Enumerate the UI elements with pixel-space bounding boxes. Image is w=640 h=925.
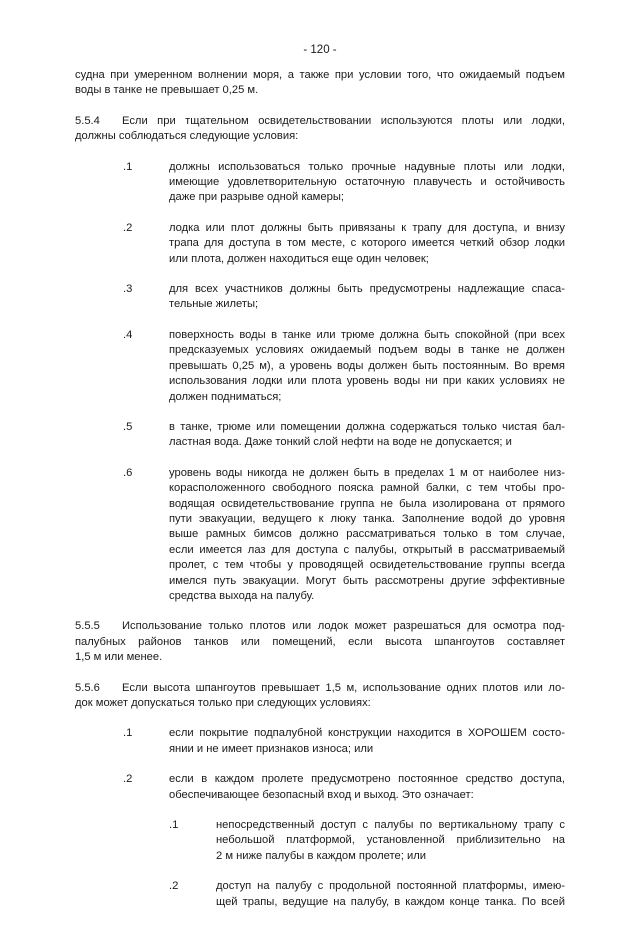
item-number: .1 xyxy=(123,727,133,740)
text-line: обеспечивающее безопасный вход и выход. Это означает: xyxy=(169,788,474,801)
text-line: водящая освидетельствование группа не была изолирована от прямого xyxy=(169,497,565,510)
list-item xyxy=(75,160,565,206)
item-number: .2 xyxy=(123,773,133,786)
item-number: .4 xyxy=(123,328,133,341)
section-5-5-4 xyxy=(75,114,565,145)
text-line: ластная вода. Даже тонкий слой нефти на воде не допускается; и xyxy=(169,436,512,449)
text-line: 2 м ниже палубы в каждом пролете; или xyxy=(216,849,427,862)
list-item xyxy=(75,328,565,405)
text-line: небольшой платформой, установленной приблизительно на xyxy=(216,834,565,847)
sub-list-item xyxy=(75,879,565,910)
text-line: в танке, трюме или помещении должна содержаться только чистая бал- xyxy=(169,420,565,433)
section-number: 5.5.4 xyxy=(75,114,100,127)
text-line: должен подниматься; xyxy=(169,390,282,403)
text-line: судна при умеренном волнении моря, а также при условии того, что ожидаемый подъем xyxy=(75,69,565,81)
text-line: янии и не имеет признаков износа; или xyxy=(169,742,374,755)
text-line: средства выхода на палубу. xyxy=(169,589,315,602)
section-5-5-5 xyxy=(75,619,565,665)
text-line: док может допускаться только при следующих условиях: xyxy=(75,697,371,709)
text-line: если покрытие подпалубной конструкции находится в ХОРОШЕМ состо- xyxy=(169,727,565,740)
text-line: пути эвакуации, ведущего к люку танка. Заполнение водой до уровня xyxy=(169,512,565,525)
text-line: имелся путь эвакуации. Могут быть рассмотрены другие эффективные xyxy=(169,574,565,587)
text-line: пролет, с тем чтобы у проводящей освидетельствование группы всегда xyxy=(169,559,565,572)
text-line: или плота, должен находиться еще один человек; xyxy=(169,252,429,265)
text-line: воды в танке не превышает 0,25 м. xyxy=(75,84,259,97)
list-item xyxy=(75,221,565,267)
text-line: если имеется лаз для доступа с палубы, открытый в рассматриваемый xyxy=(169,543,565,556)
section-number: 5.5.6 xyxy=(75,681,100,694)
text-line: уровень воды никогда не должен быть в пределах 1 м от наиболее низ- xyxy=(169,466,565,479)
text-line: должны использоваться только прочные надувные плоты или лодки, xyxy=(169,160,565,173)
text-line: выше рамных бимсов должно рассматриваться только в том случае, xyxy=(169,528,565,541)
text-line: должны соблюдаться следующие условия: xyxy=(75,130,299,143)
text-line: предсказуемых условиях ожидаемый подъем воды в танке не должен xyxy=(169,344,565,357)
text-line: щей трапы, ведущие на палубу, в каждом конце танка. По всей xyxy=(216,895,565,908)
text-line: корасположенного свободного пояска рамной балки, с тем чтобы про- xyxy=(169,482,565,495)
text-line: трапа для доступа в том месте, с которого имеется четкий обзор лодки xyxy=(169,237,565,250)
subitem-number: .2 xyxy=(169,880,179,893)
section-number: 5.5.5 xyxy=(75,620,100,633)
text-line: доступ на палубу с продольной постоянной платформы, имею- xyxy=(216,880,565,893)
text-line: для всех участников должны быть предусмотрены надлежащие спаса- xyxy=(169,283,565,296)
item-number: .1 xyxy=(123,160,133,173)
page-number: - 120 - xyxy=(303,44,337,56)
section-5-5-6 xyxy=(75,681,565,712)
item-number: .3 xyxy=(123,283,133,296)
list-item xyxy=(75,772,565,803)
text-line: Если высота шпангоутов превышает 1,5 м, использование одних плотов или ло- xyxy=(122,681,565,694)
text-line: палубных районов танков или помещений, если высота шпангоутов составляет xyxy=(75,635,565,648)
page-content xyxy=(75,68,565,925)
list-item xyxy=(75,282,565,313)
sub-list-item xyxy=(75,818,565,864)
text-line: поверхность воды в танке или трюме должна быть спокойной (при всех xyxy=(169,328,565,341)
item-number: .5 xyxy=(123,420,133,433)
subitem-number: .1 xyxy=(169,819,179,832)
item-number: .6 xyxy=(123,466,133,479)
text-line: непосредственный доступ с палубы по вертикальному трапу с xyxy=(216,819,565,832)
text-line: если в каждом пролете предусмотрено постоянное средство доступа, xyxy=(169,773,565,786)
text-line: Использование только плотов или лодок может разрешаться для осмотра под- xyxy=(122,620,565,633)
text-line: имеющие удовлетворительную остаточную плавучесть и остойчивость xyxy=(169,176,565,189)
list-item xyxy=(75,726,565,757)
list-item xyxy=(75,466,565,605)
text-line: использования лодки или плота уровень воды ни при каких условиях не xyxy=(169,375,565,388)
text-line: превышать 0,25 м), а уровень воды должен быть постоянным. Во время xyxy=(169,359,565,372)
list-item xyxy=(75,420,565,451)
text-line: тельные жилеты; xyxy=(169,298,259,311)
item-number: .2 xyxy=(123,221,133,234)
text-line: 1,5 м или менее. xyxy=(75,651,163,664)
intro-paragraph xyxy=(75,68,565,99)
text-line: лодка или плот должны быть привязаны к трапу для доступа, и внизу xyxy=(169,221,565,234)
text-line: даже при разрыве одной камеры; xyxy=(169,191,344,204)
text-line: Если при тщательном освидетельствовании используются плоты или лодки, xyxy=(122,114,565,127)
